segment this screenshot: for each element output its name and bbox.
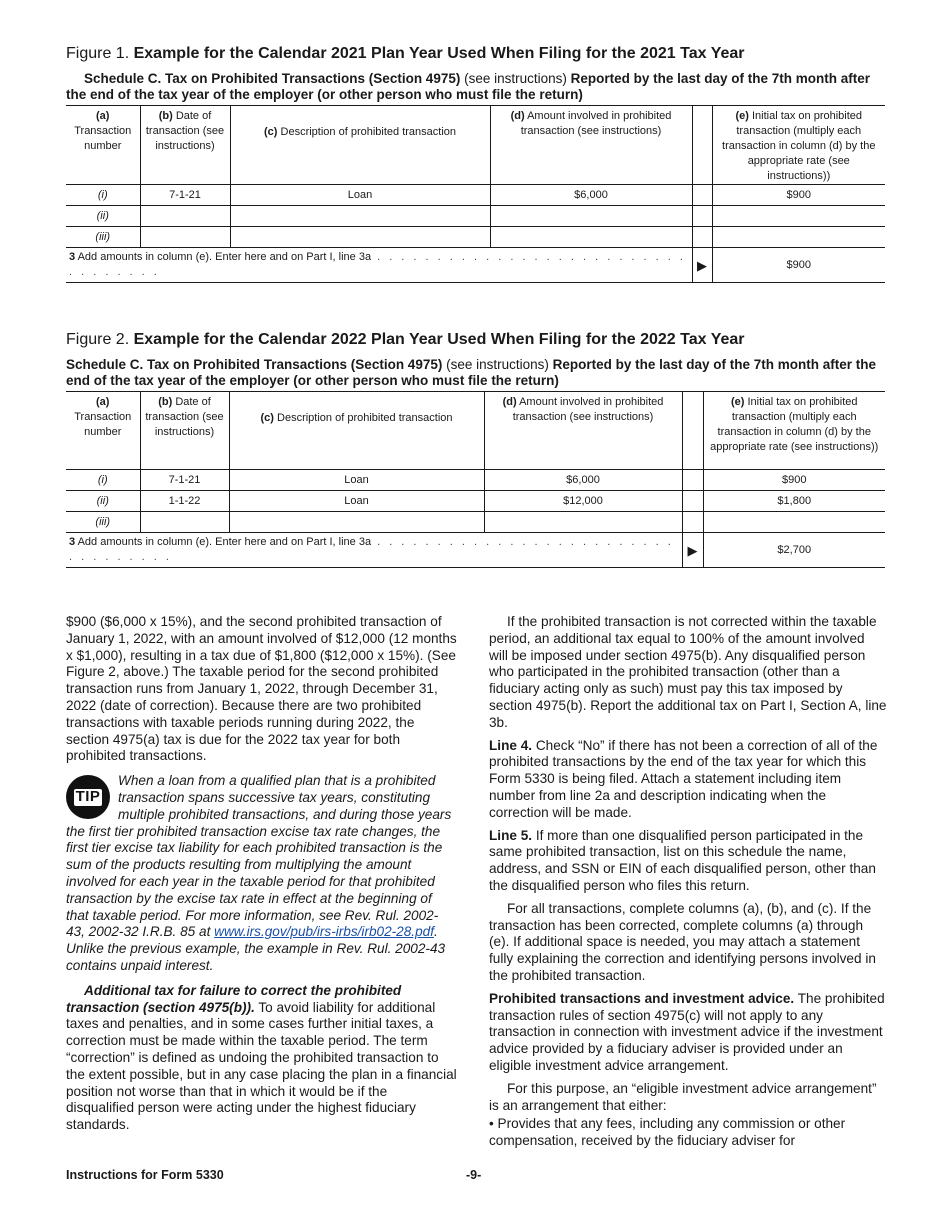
col-c-header: (c) Description of prohibited transaction xyxy=(230,106,490,185)
col-b-header: (b) Date of transaction (see instructions) xyxy=(140,106,230,185)
table-row: (i) 7-1-21 Loan $6,000 $900 xyxy=(66,185,885,206)
paragraph: If the prohibited transaction is not corrected within the taxable period, an additional tax equal to 100% of the amount involved will be imposed under section 4975(b). Any disqualified person who participated in the prohibited transaction (other than a fiduciary acting only as such) must pay this tax imposed by section 4975(b). Report the additional tax on Part I, Section A, line 3b. xyxy=(489,614,887,730)
arrow-right-icon: ▶ xyxy=(682,533,703,568)
figure-2 xyxy=(66,330,885,568)
figure-1-title: Figure 1. Example for the Calendar 2021 Plan Year Used When Filing for the 2021 Tax Year xyxy=(66,45,745,62)
footer-page-number: -9- xyxy=(466,1168,482,1182)
arrow-col-header xyxy=(692,106,712,185)
paragraph-investment-advice: Prohibited transactions and investment advice. The prohibited transaction rules of section 4975(c) will not apply to any transaction in connection with investment advice if the investment advice provided by a fiduciary adviser is provided under an eligible investment advice arrangement. xyxy=(489,990,885,1073)
paragraph-additional-tax: Additional tax for failure to correct the prohibited transaction (section 4975(b)). To avoid liability for additional taxes and penalties, and in some cases further initial taxes, a correction must be made within the taxable period. The term “correction” is defined as undoing the prohibited transaction to the extent possible, but in any case placing the plan in a financial position not worse than that in which it would be if the disqualified person were acting under the highest fiduciary standards. xyxy=(66,982,457,1133)
table-row: (iii) xyxy=(66,512,885,533)
total-row xyxy=(66,533,885,568)
arrow-col-header xyxy=(682,392,703,470)
figure-1-schedule-caption: Schedule C. Tax on Prohibited Transactions (Section 4975) (see instructions) Reported by the last day of the 7th month after the end of the tax year of the employer (or other person who must file the return) xyxy=(66,71,870,102)
col-d-header: (d) Amount involved in prohibited transaction (see instructions) xyxy=(490,106,692,185)
footer-form-name: Instructions for Form 5330 xyxy=(66,1168,224,1182)
figure-2-schedule-table xyxy=(66,391,885,568)
bullet-item: • Provides that any fees, including any commission or other compensation, received by the fiduciary adviser for xyxy=(489,1116,846,1149)
col-d-header: (d) Amount involved in prohibited transaction (see instructions) xyxy=(484,392,682,470)
bullet-icon: • xyxy=(489,1116,494,1132)
col-a-header: (a) Transaction number xyxy=(66,106,140,185)
left-column xyxy=(66,614,457,1140)
table-row: (iii) xyxy=(66,227,885,248)
total-value: $2,700 xyxy=(703,533,885,568)
paragraph-line-4: Line 4. Check “No” if there has not been a correction of all of the prohibited transactions by the end of the tax year for which this Form 5330 is being filed. Attach a statement including item number from line 2a and description indicating when the correction will be made. xyxy=(489,737,878,820)
col-c-header: (c) Description of prohibited transaction xyxy=(229,392,484,470)
table-header-row xyxy=(66,106,885,185)
table-row: (ii) 1-1-22 Loan $12,000 $1,800 xyxy=(66,491,885,512)
figure-1-schedule-table xyxy=(66,105,885,283)
col-a-header: (a) Transaction number xyxy=(66,392,140,470)
total-row xyxy=(66,248,885,283)
total-label: 3 Add amounts in column (e). Enter here and on Part I, line 3a . . . . . . . . . . . . . . . . . . . . . . . . . . . . . . . . . . xyxy=(66,533,682,568)
col-e-header: (e) Initial tax on prohibited transaction (multiply each transaction in column (d) by the appropriate rate (see instructions)) xyxy=(703,392,885,470)
col-e-header: (e) Initial tax on prohibited transaction (multiply each transaction in column (d) by the appropriate rate (see instructions)) xyxy=(712,106,885,185)
table-header-row xyxy=(66,392,885,470)
arrow-right-icon: ▶ xyxy=(692,248,712,283)
irs-rev-rul-link[interactable]: www.irs.gov/pub/irs-irbs/irb02-28.pdf xyxy=(214,924,434,940)
table-row: (ii) xyxy=(66,206,885,227)
figure-2-title: Figure 2. Example for the Calendar 2022 Plan Year Used When Filing for the 2022 Tax Year xyxy=(66,331,745,348)
tip-icon: TIP xyxy=(66,775,110,819)
total-label: 3 Add amounts in column (e). Enter here and on Part I, line 3a . . . . . . . . . . . . . . . . . . . . . . . . . . . . . . . . . . xyxy=(66,248,692,283)
tip-box: TIP When a loan from a qualified plan that is a prohibited transaction spans successive tax years, constituting multiple prohibited transactions, and during those years the first tier prohibited transaction excise tax rate changes, the first tier excise tax liability for each prohibited transaction is the sum of the products resulting from multiplying the amount involved for each year in the taxable period for that prohibited transaction by the excise tax rate in effect at the beginning of that taxable period. For more information, see Rev. Rul. 2002-43, 2002-32 I.R.B. 85 at www.irs.gov/pub/irs-irbs/irb02-28.pdf. Unlike the previous example, the example in Rev. Rul. 2002-43 contains unpaid interest. xyxy=(66,773,452,973)
total-value: $900 xyxy=(712,248,885,283)
paragraph: For all transactions, complete columns (a), (b), and (c). If the transaction has been corrected, complete columns (a) through (e). If additional space is needed, you may attach a statement fully explaining the correction and identifying persons involved in the prohibited transaction. xyxy=(489,900,876,983)
figure-2-schedule-caption: Schedule C. Tax on Prohibited Transactions (Section 4975) (see instructions) Reported by the last day of the 7th month after the end of the tax year of the employer (or other person who must file the return) xyxy=(66,357,876,388)
figure-1 xyxy=(66,44,885,283)
col-b-header: (b) Date of transaction (see instructions) xyxy=(140,392,229,470)
paragraph-line-5: Line 5. If more than one disqualified person participated in the same prohibited transaction, list on this schedule the name, address, and SSN or EIN of each disqualified person, other than the disqualified person who files this return. xyxy=(489,827,876,893)
paragraph: $900 ($6,000 x 15%), and the second prohibited transaction of January 1, 2022, with an amount involved of $12,000 (12 months x $1,000), resulting in a tax due of $1,800 ($12,000 x 15%). (See Figure 2, above.) The taxable period for the second prohibited transaction runs from January 1, 2022, through December 31, 2022 (date of correction). Because there are two prohibited transactions with taxable periods running during 2022, the section 4975(a) tax is due for the 2022 tax year for both prohibited transactions. xyxy=(66,614,457,764)
paragraph: For this purpose, an “eligible investment advice arrangement” is an arrangement that either: xyxy=(489,1080,877,1113)
table-row: (i) 7-1-21 Loan $6,000 $900 xyxy=(66,470,885,491)
right-column xyxy=(489,614,887,1156)
